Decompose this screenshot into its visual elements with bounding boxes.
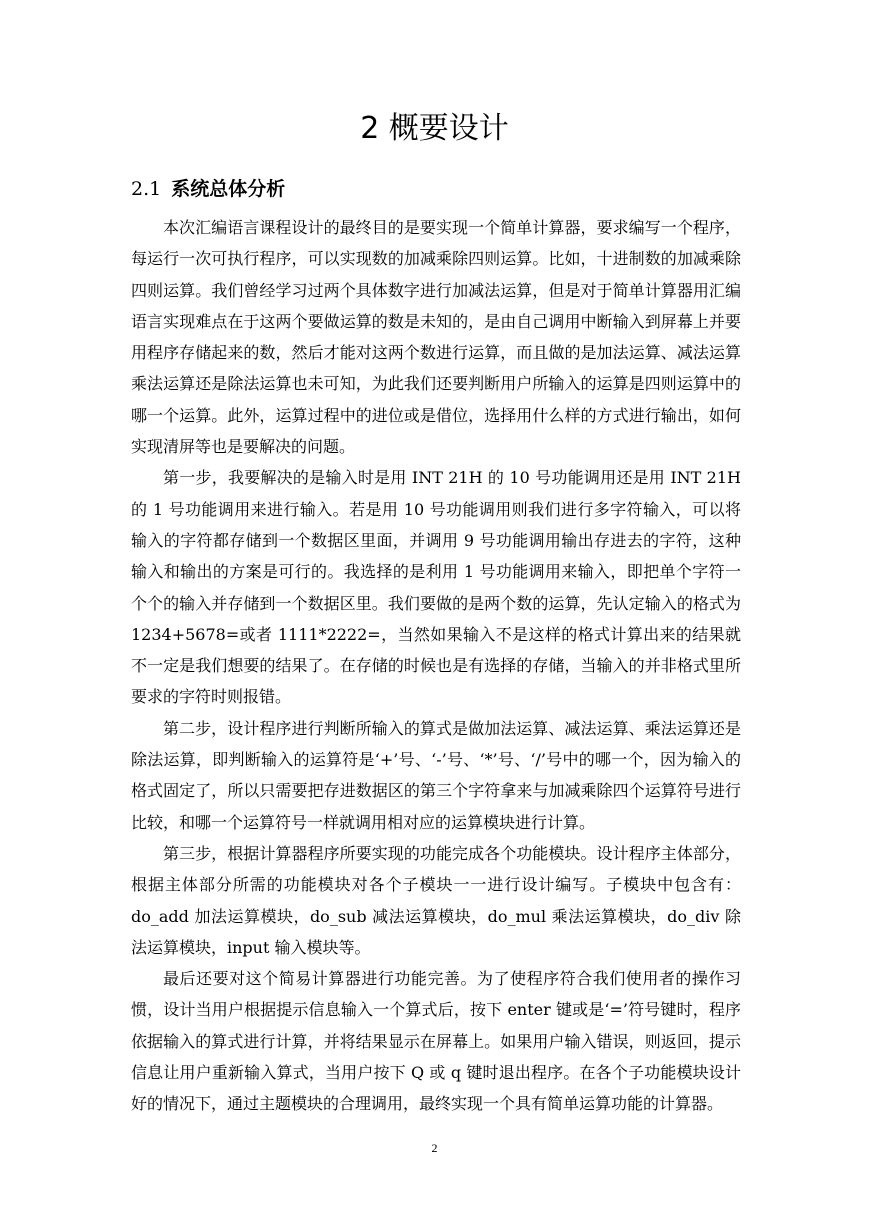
chapter-title: 2 概要设计 xyxy=(360,111,509,146)
section-number: 2.1 xyxy=(131,178,162,200)
paragraph: 第一步，我要解决的是输入时是用 INT 21H 的 10 号功能调用还是用 INT 21H 的 1 号功能调用来进行输入。若是用 10 号功能调用则我们进行多字符输入，可以将输入的字符都存储到一个数据区里面，并调用 9 号功能调用输出存进去的字符，这种输入和输出的方案是可行的。我选择的是利用 1 号功能调用来输入，即把单个字符一个个的输入并存储到一个数据区里。我们要做的是两个数的运算，先认定输入的格式为 1234+5678=或者 1111*2222=，当然如果输入不是这样的格式计算出来的结果就不一定是我们想要的结果了。在存储的时候也是有选择的存储，当输入的并非格式里所要求的字符时则报错。 xyxy=(131,468,741,707)
paragraph: 最后还要对这个简易计算器进行功能完善。为了使程序符合我们使用者的操作习惯，设计当用户根据提示信息输入一个算式后，按下 enter 键或是‘=’符号键时，程序依据输入的算式进行计算，并将结果显示在屏幕上。如果用户输入错误，则返回，提示信息让用户重新输入算式，当用户按下 Q 或 q 键时退出程序。在各个子功能模块设计好的情况下，通过主题模块的合理调用，最终实现一个具有简单运算功能的计算器。 xyxy=(131,969,741,1114)
paragraph: 本次汇编语言课程设计的最终目的是要实现一个简单计算器，要求编写一个程序，每运行一次可执行程序，可以实现数的加减乘除四则运算。比如，十进制数的加减乘除四则运算。我们曾经学习过两个具体数字进行加减法运算，但是对于简单计算器用汇编语言实现难点在于这两个要做运算的数是未知的，是由自己调用中断输入到屏幕上并要用程序存储起来的数，然后才能对这两个数进行运算，而且做的是加法运算、减法运算乘法运算还是除法运算也未可知，为此我们还要判断用户所输入的运算是四则运算中的哪一个运算。此外，运算过程中的进位或是借位，选择用什么样的方式进行输出，如何实现清屏等也是要解决的问题。 xyxy=(131,218,741,457)
section-title: 系统总体分析 xyxy=(171,178,286,200)
paragraph: 第三步，根据计算器程序所要实现的功能完成各个功能模块。设计程序主体部分，根据主体部分所需的功能模块对各个子模块一一进行设计编写。子模块中包含有：do_add 加法运算模块，do_sub 减法运算模块，do_mul 乘法运算模块，do_div 除法运算模块，input 输入模块等。 xyxy=(131,843,741,957)
paragraph: 第二步，设计程序进行判断所输入的算式是做加法运算、减法运算、乘法运算还是除法运算，即判断输入的运算符是‘+’号、‘-’号、‘*’号、‘/’号中的哪一个，因为输入的格式固定了，所以只需要把存进数据区的第三个字符拿来与加减乘除四个运算符号进行比较，和哪一个运算符号一样就调用相对应的运算模块进行计算。 xyxy=(131,718,741,832)
section-heading xyxy=(131,174,285,204)
page-number: 2 xyxy=(431,1141,438,1155)
body-text xyxy=(131,212,741,1120)
